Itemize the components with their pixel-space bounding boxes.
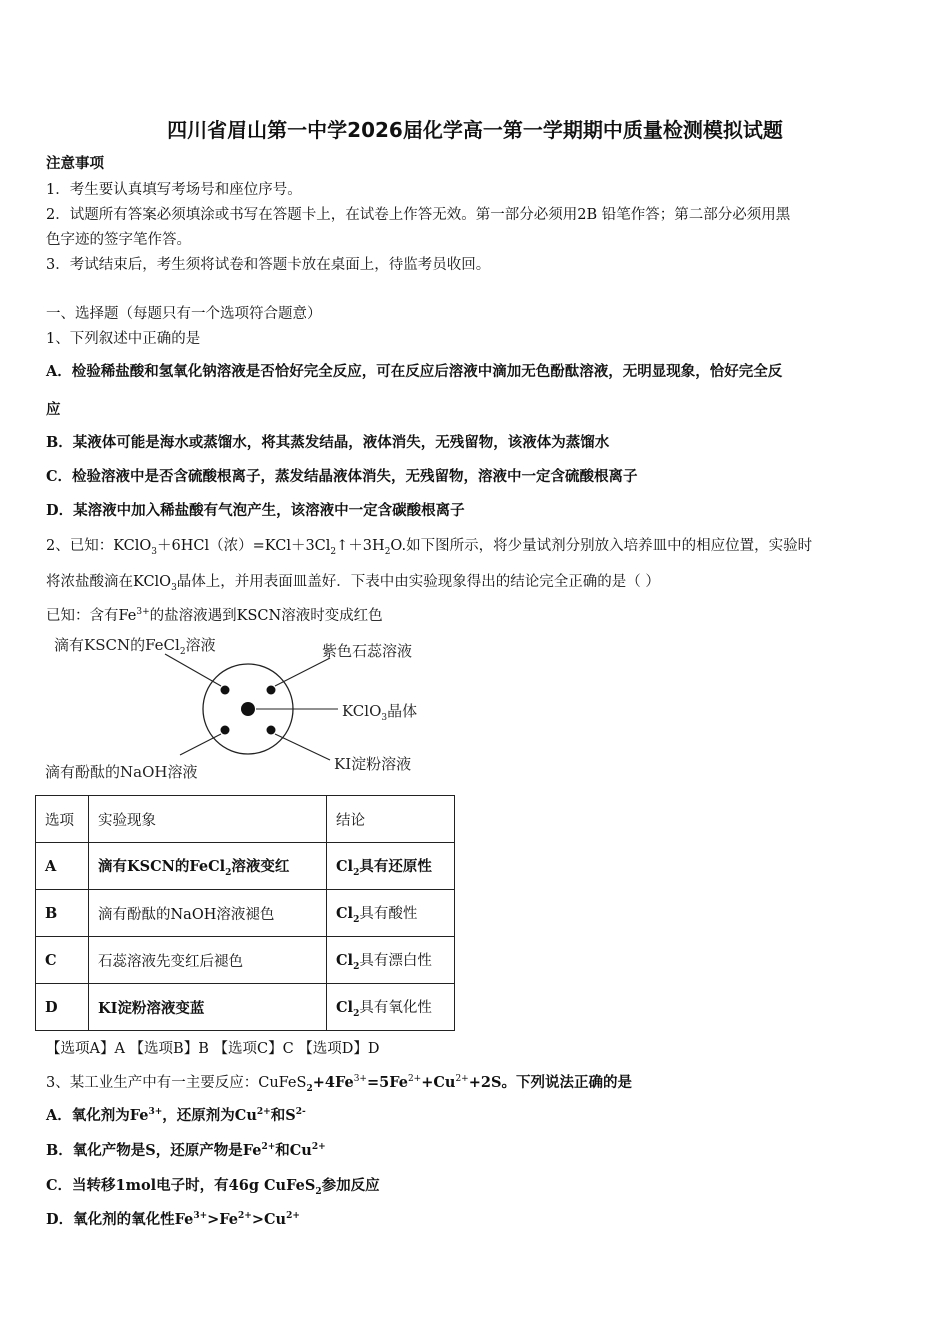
section-heading: 一、选择题（每题只有一个选项符合题意） bbox=[46, 306, 322, 322]
diagram-label-litmus: 紫色石蕊溶液 bbox=[322, 642, 413, 660]
diagram-label-naoh: 滴有酚酞的NaOH溶液 bbox=[45, 763, 198, 781]
question-2-choices: 【选项A】A 【选项B】B 【选项C】C 【选项D】D bbox=[46, 1041, 380, 1057]
question-2-stem-line1: 2、已知：KClO$_3$＋6HCl（浓）$=KCl+3Cl_2↑+3H_2O$.如下图所示，将少量试剂分别放入培养皿中的相应位置，实验时 bbox=[46, 538, 813, 557]
question-3-option-c: C．当转移1mol电子时，有46g CuFeS$_2$参加反应 bbox=[46, 1177, 380, 1197]
question-3-option-b: B．氧化产物是S，还原产物是$Fe^{2+}$和$Cu^{2+}$ bbox=[46, 1142, 326, 1159]
table-header: 结论 bbox=[327, 796, 455, 843]
question-3-stem: 3、某工业生产中有一主要反应：$CuFeS_2+4Fe^{3+}=5Fe^{2+}+Cu^{2+}+2S$。下列说法正确的是 bbox=[46, 1074, 632, 1094]
question-3-option-a: A．氧化剂为$Fe^{3+}$，还原剂为$Cu^{2+}$和$S^{2-}$ bbox=[46, 1107, 306, 1124]
table-cell-option: B bbox=[36, 890, 89, 937]
question-1-option-a-cont: 应 bbox=[46, 401, 61, 418]
table-cell-option: A bbox=[36, 843, 89, 890]
table-cell-option: D bbox=[36, 984, 89, 1031]
table-cell-phenomenon: 滴有KSCN的FeCl$_2$溶液变红 bbox=[89, 843, 327, 890]
notice-item: 3．考试结束后，考生须将试卷和答题卡放在桌面上，待监考员收回。 bbox=[46, 257, 491, 273]
table-header-row bbox=[36, 796, 455, 843]
page-title: 四川省眉山第一中学2026届化学高一第一学期期中质量检测模拟试题 bbox=[167, 118, 783, 142]
question-2-stem-line2: 将浓盐酸滴在KClO$_3$晶体上，并用表面皿盖好．下表中由实验现象得出的结论完全正确的是（ ） bbox=[46, 574, 660, 593]
litmus-drop-dot bbox=[267, 686, 276, 695]
question-1-option-d: D．某溶液中加入稀盐酸有气泡产生，该溶液中一定含碳酸根离子 bbox=[46, 502, 465, 519]
table-cell-conclusion: $Cl_2$具有漂白性 bbox=[327, 937, 455, 984]
question-1-option-a: A．检验稀盐酸和氢氧化钠溶液是否恰好完全反应，可在反应后溶液中滴加无色酚酞溶液，无明显现象，恰好完全反 bbox=[46, 363, 783, 380]
diagram-label-kclo3: KClO$_3$晶体 bbox=[342, 702, 418, 723]
table-cell-phenomenon: 滴有酚酞的NaOH溶液褪色 bbox=[89, 890, 327, 937]
table-cell-phenomenon: KI淀粉溶液变蓝 bbox=[89, 984, 327, 1031]
table-header: 实验现象 bbox=[89, 796, 327, 843]
table-row bbox=[36, 937, 455, 984]
question-1-stem: 1、下列叙述中正确的是 bbox=[46, 331, 201, 347]
notice-item: 色字迹的签字笔作答。 bbox=[46, 232, 191, 248]
kclo3-crystal-dot bbox=[241, 702, 255, 716]
table-cell-conclusion: $Cl_2$具有还原性 bbox=[327, 843, 455, 890]
question-1-option-c: C．检验溶液中是否含硫酸根离子，蒸发结晶液体消失，无残留物，溶液中一定含硫酸根离子 bbox=[46, 468, 638, 485]
diagram-label-ki: KI淀粉溶液 bbox=[334, 755, 412, 773]
naoh-drop-dot bbox=[221, 726, 230, 735]
question-2-table bbox=[35, 795, 455, 1031]
ki-drop-dot bbox=[267, 726, 276, 735]
table-row bbox=[36, 984, 455, 1031]
table-header: 选项 bbox=[36, 796, 89, 843]
notice-heading: 注意事项 bbox=[46, 155, 104, 172]
fecl2-drop-dot bbox=[221, 686, 230, 695]
question-3-option-d: D．氧化剂的氧化性$Fe^{3+}>Fe^{2+}>Cu^{2+}$ bbox=[46, 1211, 300, 1228]
notice-item: 1．考生要认真填写考场号和座位序号。 bbox=[46, 182, 302, 198]
table-row bbox=[36, 843, 455, 890]
question-2-known: 已知：含有$Fe^{3+}$的盐溶液遇到KSCN溶液时变成红色 bbox=[46, 607, 383, 624]
table-cell-conclusion: $Cl_2$具有酸性 bbox=[327, 890, 455, 937]
question-1-option-b: B．某液体可能是海水或蒸馏水，将其蒸发结晶，液体消失，无残留物，该液体为蒸馏水 bbox=[46, 434, 610, 451]
table-cell-option: C bbox=[36, 937, 89, 984]
table-row bbox=[36, 890, 455, 937]
diagram-label-fecl2: 滴有KSCN的FeCl$_2$溶液 bbox=[54, 636, 216, 657]
notice-item: 2．试题所有答案必须填涂或书写在答题卡上，在试卷上作答无效。第一部分必须用2B 铅笔作答；第二部分必须用黑 bbox=[46, 207, 791, 223]
table-cell-conclusion: $Cl_2$具有氧化性 bbox=[327, 984, 455, 1031]
table-cell-phenomenon: 石蕊溶液先变红后褪色 bbox=[89, 937, 327, 984]
